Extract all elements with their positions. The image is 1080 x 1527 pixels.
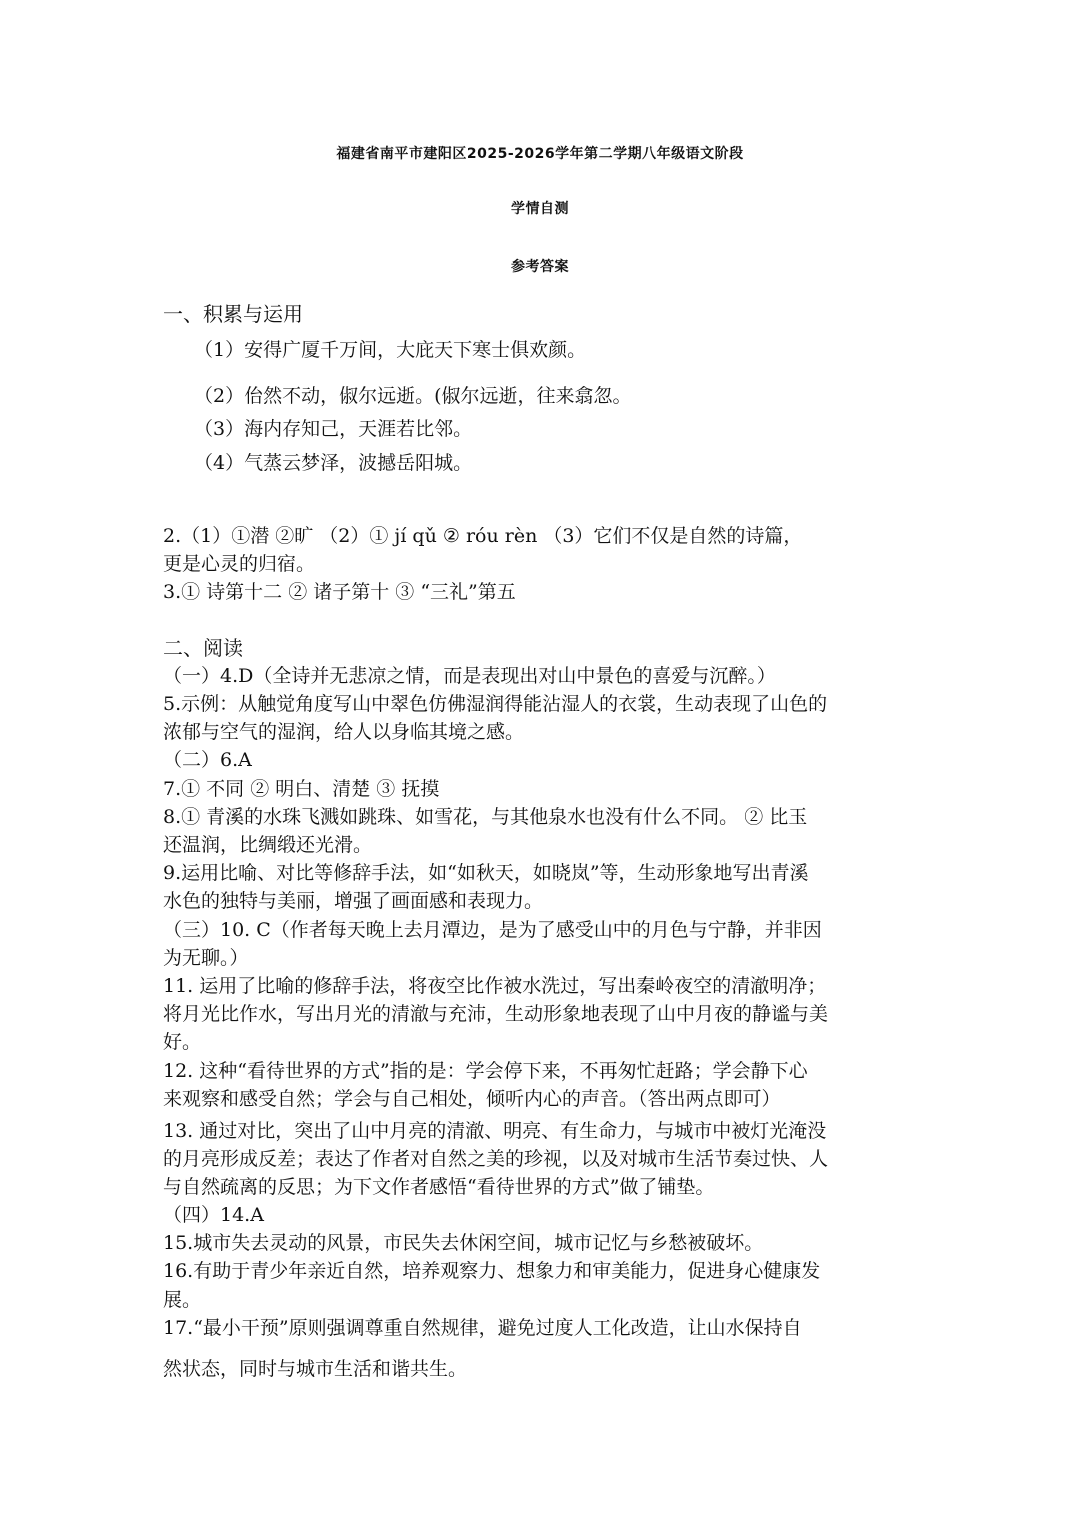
reading-line-17: 13. 通过对比，突出了山中月亮的清澈、明亮、有生命力，与城市中被灯光淹没 xyxy=(163,1120,827,1142)
reading-line-6: 8.① 青溪的水珠飞溅如跳珠、如雪花，与其他泉水也没有什么不同。 ② 比玉 xyxy=(163,806,808,828)
section-heading-accumulation: 一、积累与运用 xyxy=(163,302,303,326)
reading-line-12: 11. 运用了比喻的修辞手法，将夜空比作被水洗过，写出秦岭夜空的清澈明净； xyxy=(163,975,827,997)
answer-2-line-1: 2.（1）①潜 ②旷 （2）① jí qǔ ② róu rèn （3）它们不仅是自然的诗篇， xyxy=(163,525,803,547)
reading-line-4: （二）6.A xyxy=(163,749,252,771)
reading-line-9: 水色的独特与美丽，增强了画面感和表现力。 xyxy=(163,890,544,912)
reading-line-1: （一）4.D（全诗并无悲凉之情，而是表现出对山中景色的喜爱与沉醉。） xyxy=(163,665,776,687)
answer-1-2: （2）佁然不动，俶尔远逝。(俶尔远逝，往来翕忽。 xyxy=(194,385,632,407)
reading-line-14: 好。 xyxy=(163,1031,202,1053)
document-title-line-2: 学情自测 xyxy=(511,201,569,217)
answer-3: 3.① 诗第十二 ② 诸子第十 ③ “三礼”第五 xyxy=(163,581,516,603)
reading-line-24: 17.“最小干预”原则强调尊重自然规律，避免过度人工化改造，让山水保持自 xyxy=(163,1317,802,1339)
reading-line-21: 15.城市失去灵动的风景，市民失去休闲空间，城市记忆与乡愁被破坏。 xyxy=(163,1232,764,1254)
answer-1-4: （4）气蒸云梦泽，波撼岳阳城。 xyxy=(194,452,473,474)
reading-line-25: 然状态，同时与城市生活和谐共生。 xyxy=(163,1358,468,1380)
reading-line-20: （四）14.A xyxy=(163,1204,264,1226)
reading-line-15: 12. 这种“看待世界的方式”指的是：学会停下来，不再匆忙赶路；学会静下心 xyxy=(163,1060,808,1082)
reading-line-16: 来观察和感受自然；学会与自己相处，倾听内心的声音。（答出两点即可） xyxy=(163,1088,781,1110)
reading-line-13: 将月光比作水，写出月光的清澈与充沛，生动形象地表现了山中月夜的静谧与美 xyxy=(163,1003,829,1025)
reading-line-19: 与自然疏离的反思；为下文作者感悟“看待世界的方式”做了铺垫。 xyxy=(163,1176,715,1198)
document-title-line-3: 参考答案 xyxy=(511,259,569,275)
section-heading-reading: 二、阅读 xyxy=(163,636,243,660)
reading-line-5: 7.① 不同 ② 明白、清楚 ③ 抚摸 xyxy=(163,778,440,800)
reading-line-7: 还温润，比绸缎还光滑。 xyxy=(163,834,373,856)
reading-line-23: 展。 xyxy=(163,1289,202,1311)
document-title-line-1: 福建省南平市建阳区2025-2026学年第二学期八年级语文阶段 xyxy=(336,146,744,162)
reading-line-10: （三）10. C（作者每天晚上去月潭边，是为了感受山中的月色与宁静，并非因 xyxy=(163,919,822,941)
answer-2-line-2: 更是心灵的归宿。 xyxy=(163,553,316,575)
reading-line-22: 16.有助于青少年亲近自然，培养观察力、想象力和审美能力，促进身心健康发 xyxy=(163,1260,821,1282)
reading-line-11: 为无聊。） xyxy=(163,947,249,969)
answer-1-1: （1）安得广厦千万间，大庇天下寒士俱欢颜。 xyxy=(194,339,587,361)
reading-line-18: 的月亮形成反差；表达了作者对自然之美的珍视，以及对城市生活节奏过快、人 xyxy=(163,1148,829,1170)
reading-line-2: 5.示例：从触觉角度写山中翠色仿佛湿润得能沾湿人的衣裳，生动表现了山色的 xyxy=(163,693,828,715)
reading-line-8: 9.运用比喻、对比等修辞手法，如“如秋天，如晓岚”等，生动形象地写出青溪 xyxy=(163,862,809,884)
answer-1-3: （3）海内存知己，天涯若比邻。 xyxy=(194,418,473,440)
reading-line-3: 浓郁与空气的湿润，给人以身临其境之感。 xyxy=(163,721,525,743)
